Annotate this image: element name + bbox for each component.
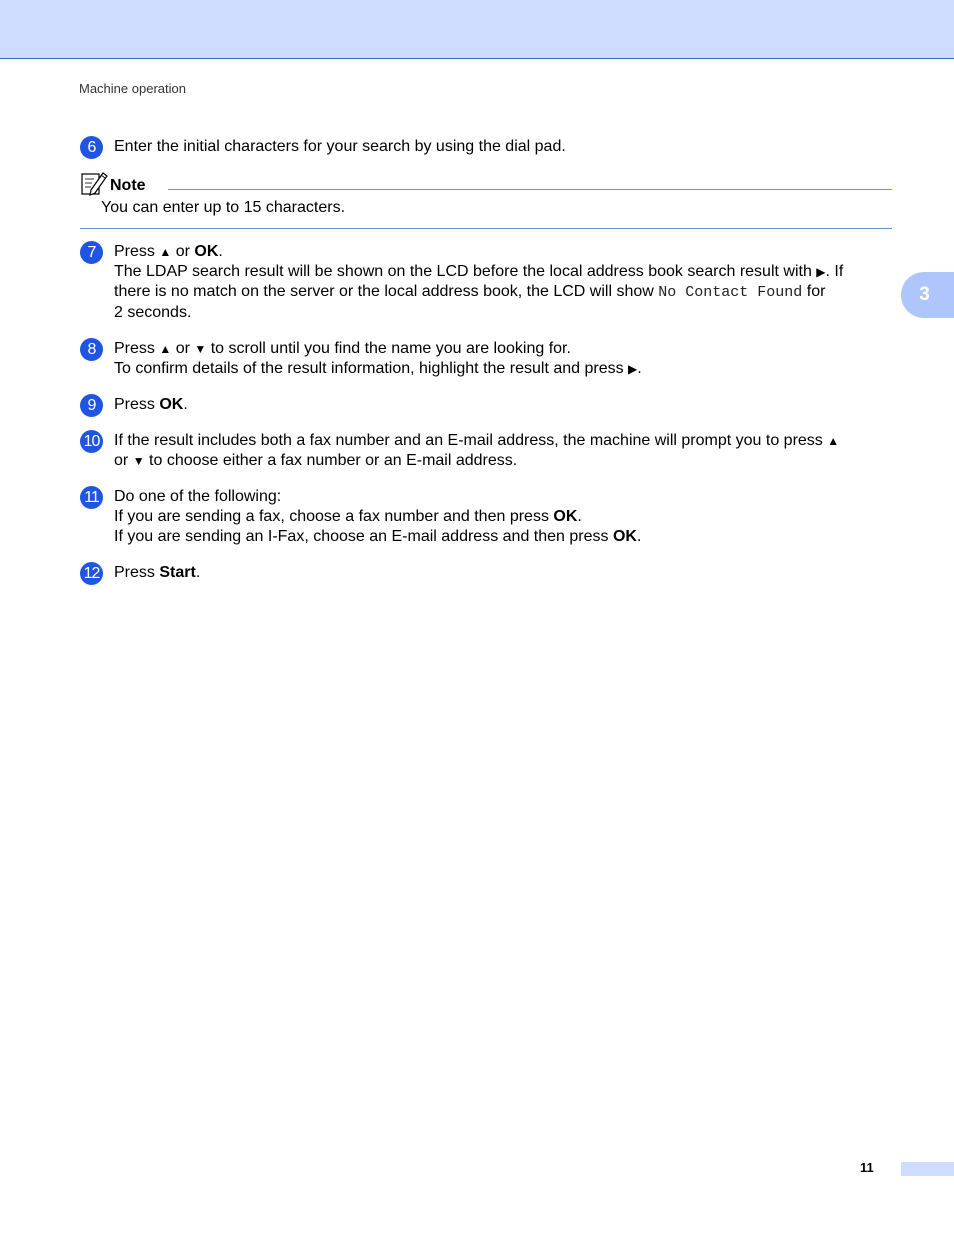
page-number: 11 <box>860 1160 874 1175</box>
step-number-10: 10 <box>80 430 103 453</box>
note-pencil-icon <box>80 170 108 196</box>
header-band <box>0 0 954 59</box>
step-10 <box>80 431 895 471</box>
step-7-line-2: The LDAP search result will be shown on the LCD before the local address book search result with ▶. If <box>114 263 844 280</box>
step-number-11: 11 <box>80 486 103 509</box>
step-number-6: 6 <box>80 136 103 159</box>
step-9: 9 Press OK. <box>80 395 895 415</box>
note-text: You can enter up to 15 characters. <box>101 199 346 216</box>
down-arrow-icon: ▼ <box>194 342 207 356</box>
step-8-line-2: To confirm details of the result information, highlight the result and press ▶. <box>114 360 642 377</box>
step-10-line-1: If the result includes both a fax number and an E-mail address, the machine will prompt you to press ▲ <box>114 432 840 449</box>
step-11-line-3: If you are sending an I-Fax, choose an E-mail address and then press OK. <box>114 528 642 545</box>
section-title: Machine operation <box>79 81 186 96</box>
step-10-line-2: or ▼ to choose either a fax number or an E-mail address. <box>114 452 518 469</box>
step-number-8: 8 <box>80 338 103 361</box>
note-label: Note <box>110 177 146 194</box>
step-11-line-2: If you are sending a fax, choose a fax number and then press OK. <box>114 508 582 525</box>
note-box <box>80 170 892 230</box>
step-7-line-4: 2 seconds. <box>114 304 192 321</box>
step-number-7: 7 <box>80 241 103 264</box>
up-arrow-icon: ▲ <box>159 245 172 259</box>
step-12: 12 Press Start. <box>80 563 895 583</box>
step-number-9: 9 <box>80 394 103 417</box>
step-8 <box>80 339 895 379</box>
step-7-line-3: there is no match on the server or the local address book, the LCD will show No Contact Found for <box>114 283 826 301</box>
step-11-line-1: Do one of the following: <box>114 488 282 505</box>
right-arrow-icon: ▶ <box>628 362 638 376</box>
step-7-line-1: Press ▲ or OK. <box>114 243 223 260</box>
note-rule-top <box>168 189 892 190</box>
step-7 <box>80 242 895 323</box>
right-arrow-icon: ▶ <box>816 265 826 279</box>
page-number-bar <box>901 1162 954 1176</box>
chapter-tab: 3 <box>901 272 954 318</box>
step-8-line-1: Press ▲ or ▼ to scroll until you find the name you are looking for. <box>114 340 571 357</box>
up-arrow-icon: ▲ <box>827 434 840 448</box>
lcd-message: No Contact Found <box>658 284 803 301</box>
up-arrow-icon: ▲ <box>159 342 172 356</box>
step-11 <box>80 487 895 547</box>
step-6-text: Enter the initial characters for your search by using the dial pad. <box>114 138 566 155</box>
note-rule-bottom <box>80 228 892 229</box>
step-number-12: 12 <box>80 562 103 585</box>
step-6 <box>80 137 895 157</box>
down-arrow-icon: ▼ <box>132 454 145 468</box>
